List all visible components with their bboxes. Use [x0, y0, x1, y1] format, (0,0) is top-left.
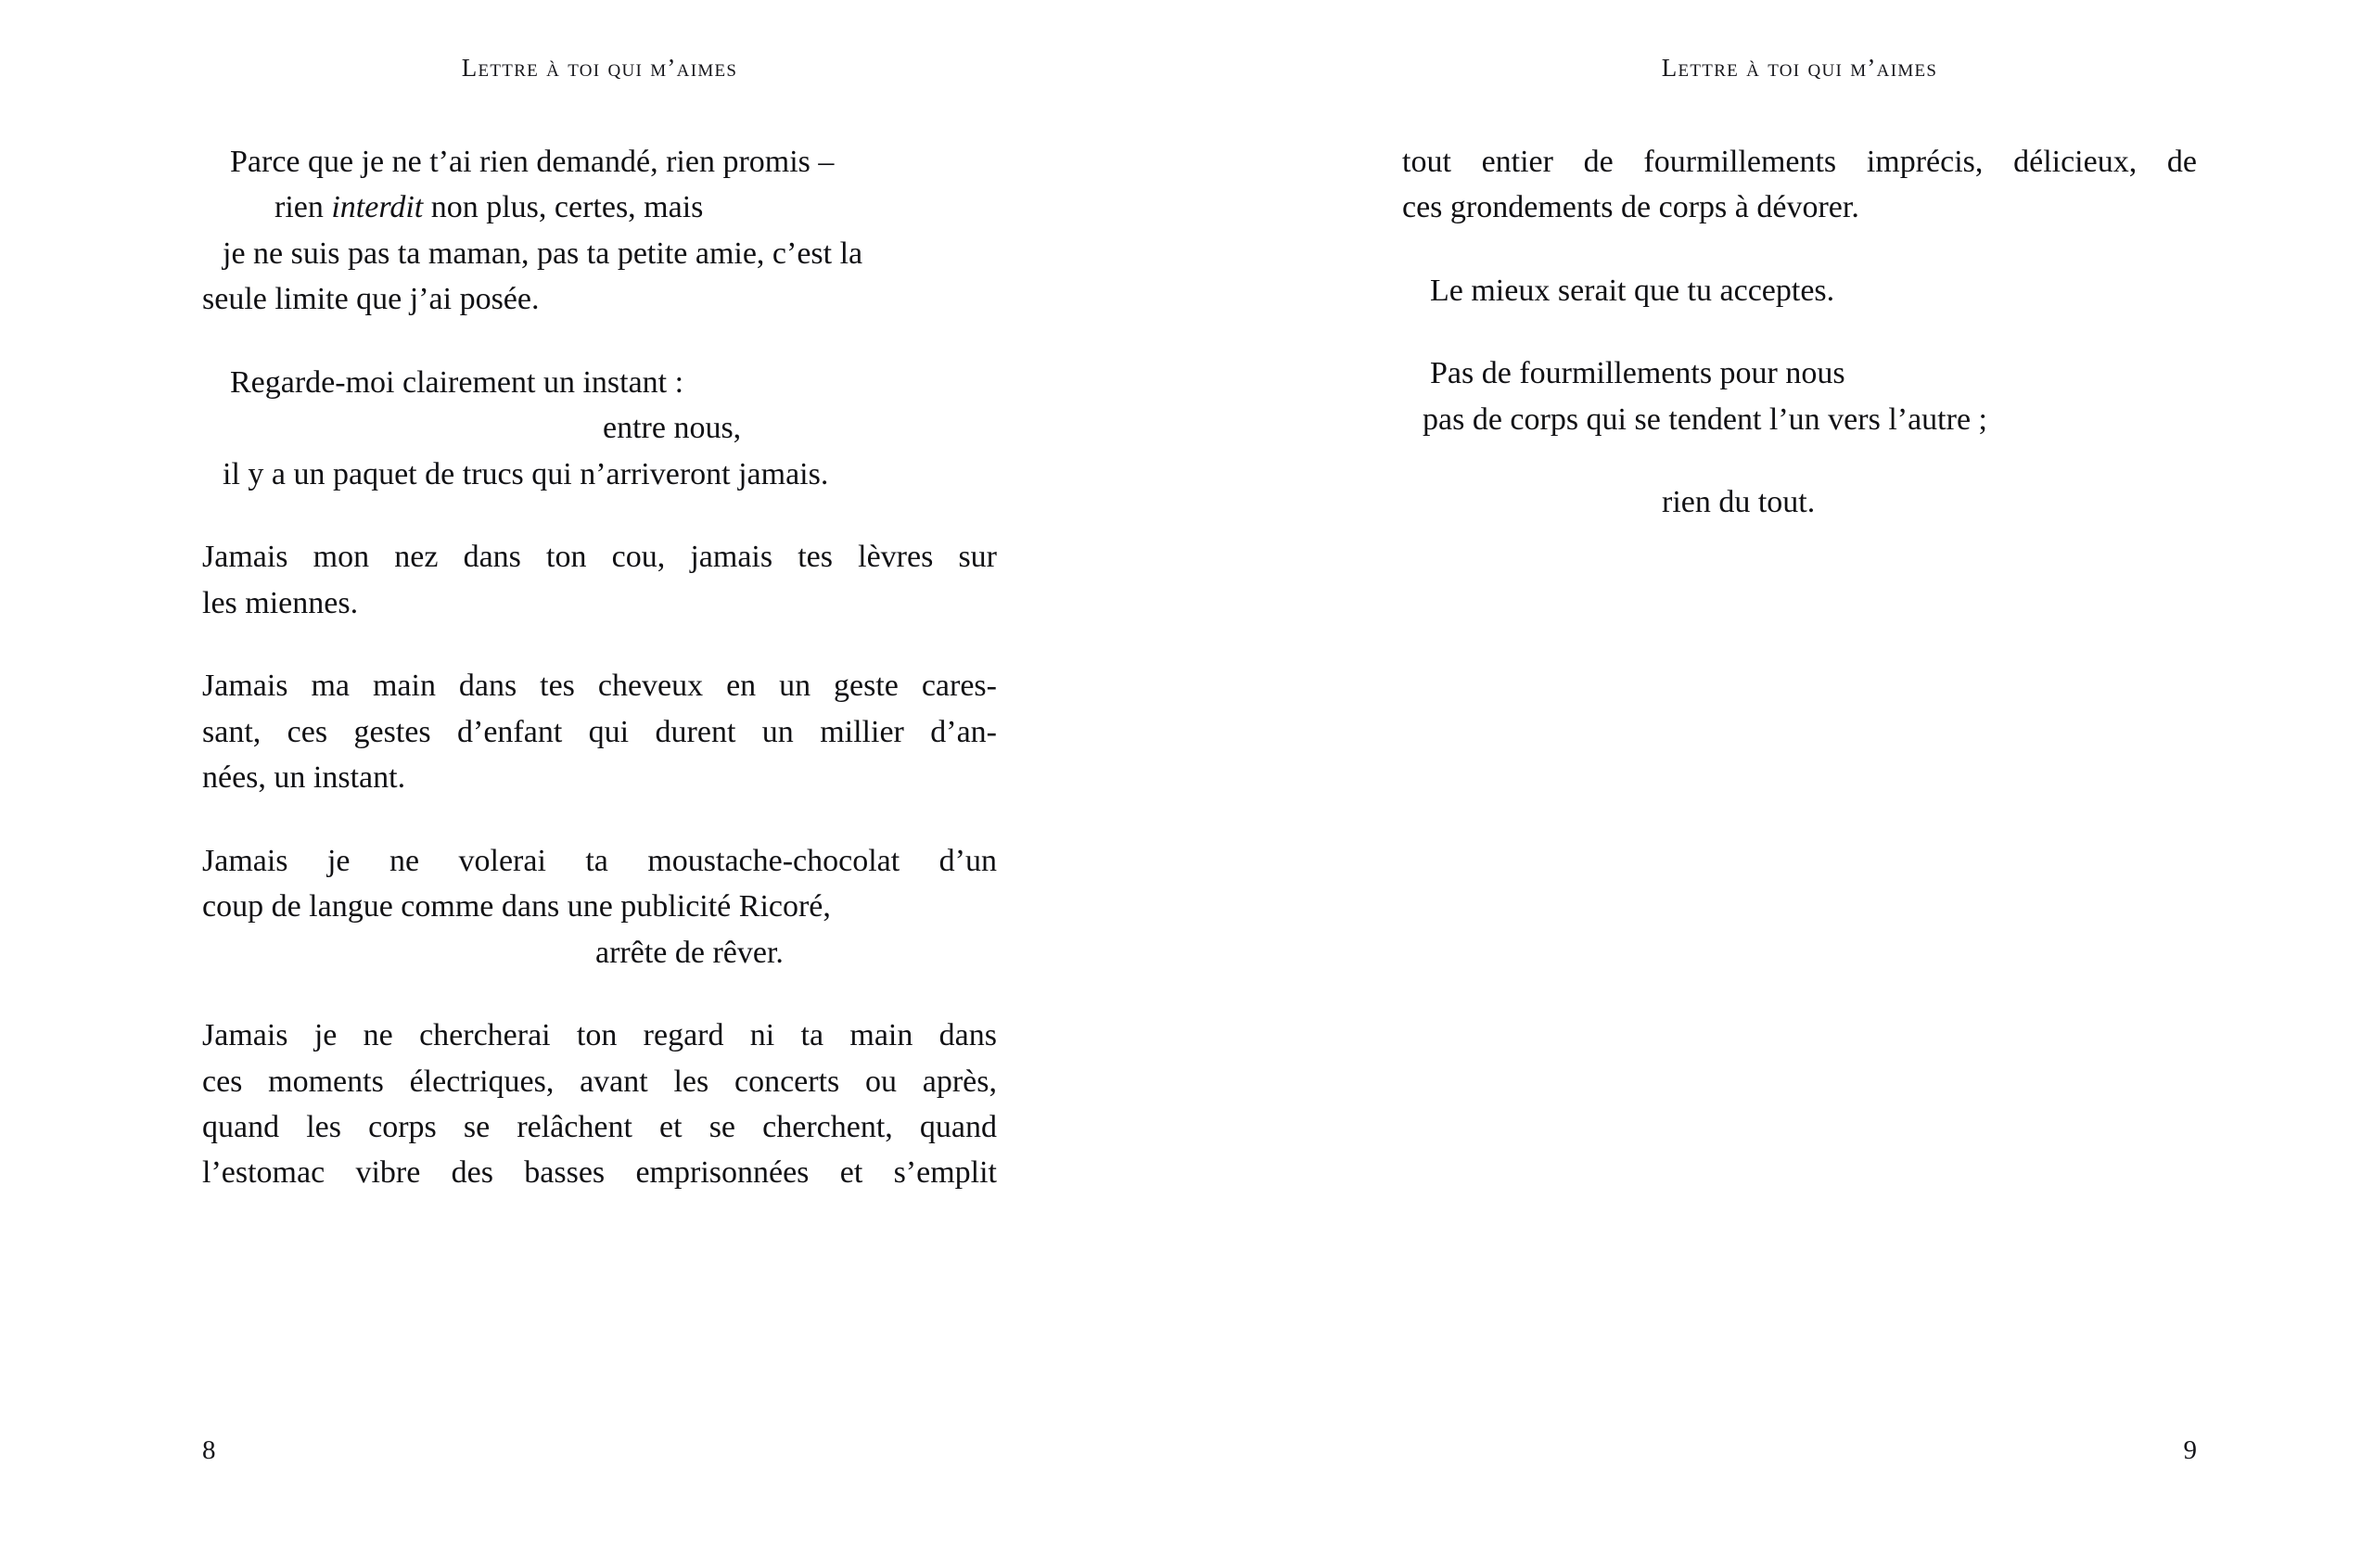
page-number-left: 8 [202, 1435, 216, 1465]
verse-line: Jamais je ne chercherai ton regard ni ta main dans [202, 1018, 997, 1053]
verse-text: rien [274, 190, 332, 225]
verse-text-after: non plus, certes, mais [423, 190, 704, 225]
text-block-right [1402, 139, 2197, 526]
verse-line: ces moments électriques, avant les concerts ou après, [202, 1064, 997, 1099]
page-number-right: 9 [2183, 1435, 2197, 1465]
verse-line: Regarde-moi clairement un instant : [230, 364, 684, 400]
stanza [202, 534, 997, 626]
verse-line: sant, ces gestes d’enfant qui durent un millier d’an- [202, 714, 997, 749]
verse-line: entre nous, [603, 411, 742, 446]
verse-line: Jamais je ne volerai ta moustache-chocolat d’un [202, 843, 997, 878]
running-head-left: Lettre à toi qui m’aimes [461, 54, 738, 82]
stanza [202, 838, 997, 975]
verse-line: pas de corps qui se tendent l’un vers l’autre ; [1423, 402, 1987, 437]
verse-line: Jamais ma main dans tes cheveux en un geste cares- [202, 669, 997, 704]
verse-line: coup de langue comme dans une publicité Ricoré, [202, 889, 831, 924]
verse-line: les miennes. [202, 585, 359, 620]
verse-line: tout entier de fourmillements imprécis, délicieux, de [1402, 145, 2197, 179]
emphasis-interdit: interdit [331, 190, 424, 225]
stanza [1402, 268, 2197, 313]
verse-line: arrête de rêver. [595, 935, 784, 970]
stanza [202, 360, 997, 497]
verse-line: Pas de fourmillements pour nous [1430, 356, 1845, 391]
verse-line: quand les corps se relâchent et se cherchent, quand [202, 1109, 997, 1144]
verse-line: nées, un instant. [202, 760, 406, 796]
verse-line: Parce que je ne t’ai rien demandé, rien promis – [230, 145, 835, 179]
verse-line: ces grondements de corps à dévorer. [1402, 190, 1859, 225]
verse-line: Le mieux serait que tu acceptes. [1430, 273, 1835, 308]
stanza [202, 1013, 997, 1196]
stanza [1402, 139, 2197, 231]
verse-line: je ne suis pas ta maman, pas ta petite amie, c’est la [223, 236, 863, 271]
stanza [1402, 351, 2197, 442]
running-head-right: Lettre à toi qui m’aimes [1661, 54, 1938, 82]
stanza [202, 139, 997, 323]
verse-line: rien du tout. [1662, 485, 1816, 520]
verse-line [202, 185, 997, 230]
verse-line: seule limite que j’ai posée. [202, 282, 540, 317]
verse-line: Jamais mon nez dans ton cou, jamais tes lèvres sur [202, 540, 997, 575]
verse-line: l’estomac vibre des basses emprisonnées et s’emplit [202, 1155, 997, 1191]
stanza [1402, 479, 2197, 525]
text-block-left [202, 139, 997, 1196]
verse-line: il y a un paquet de trucs qui n’arriveront jamais. [223, 456, 829, 491]
stanza [202, 663, 997, 800]
page-right [1187, 0, 2374, 1568]
